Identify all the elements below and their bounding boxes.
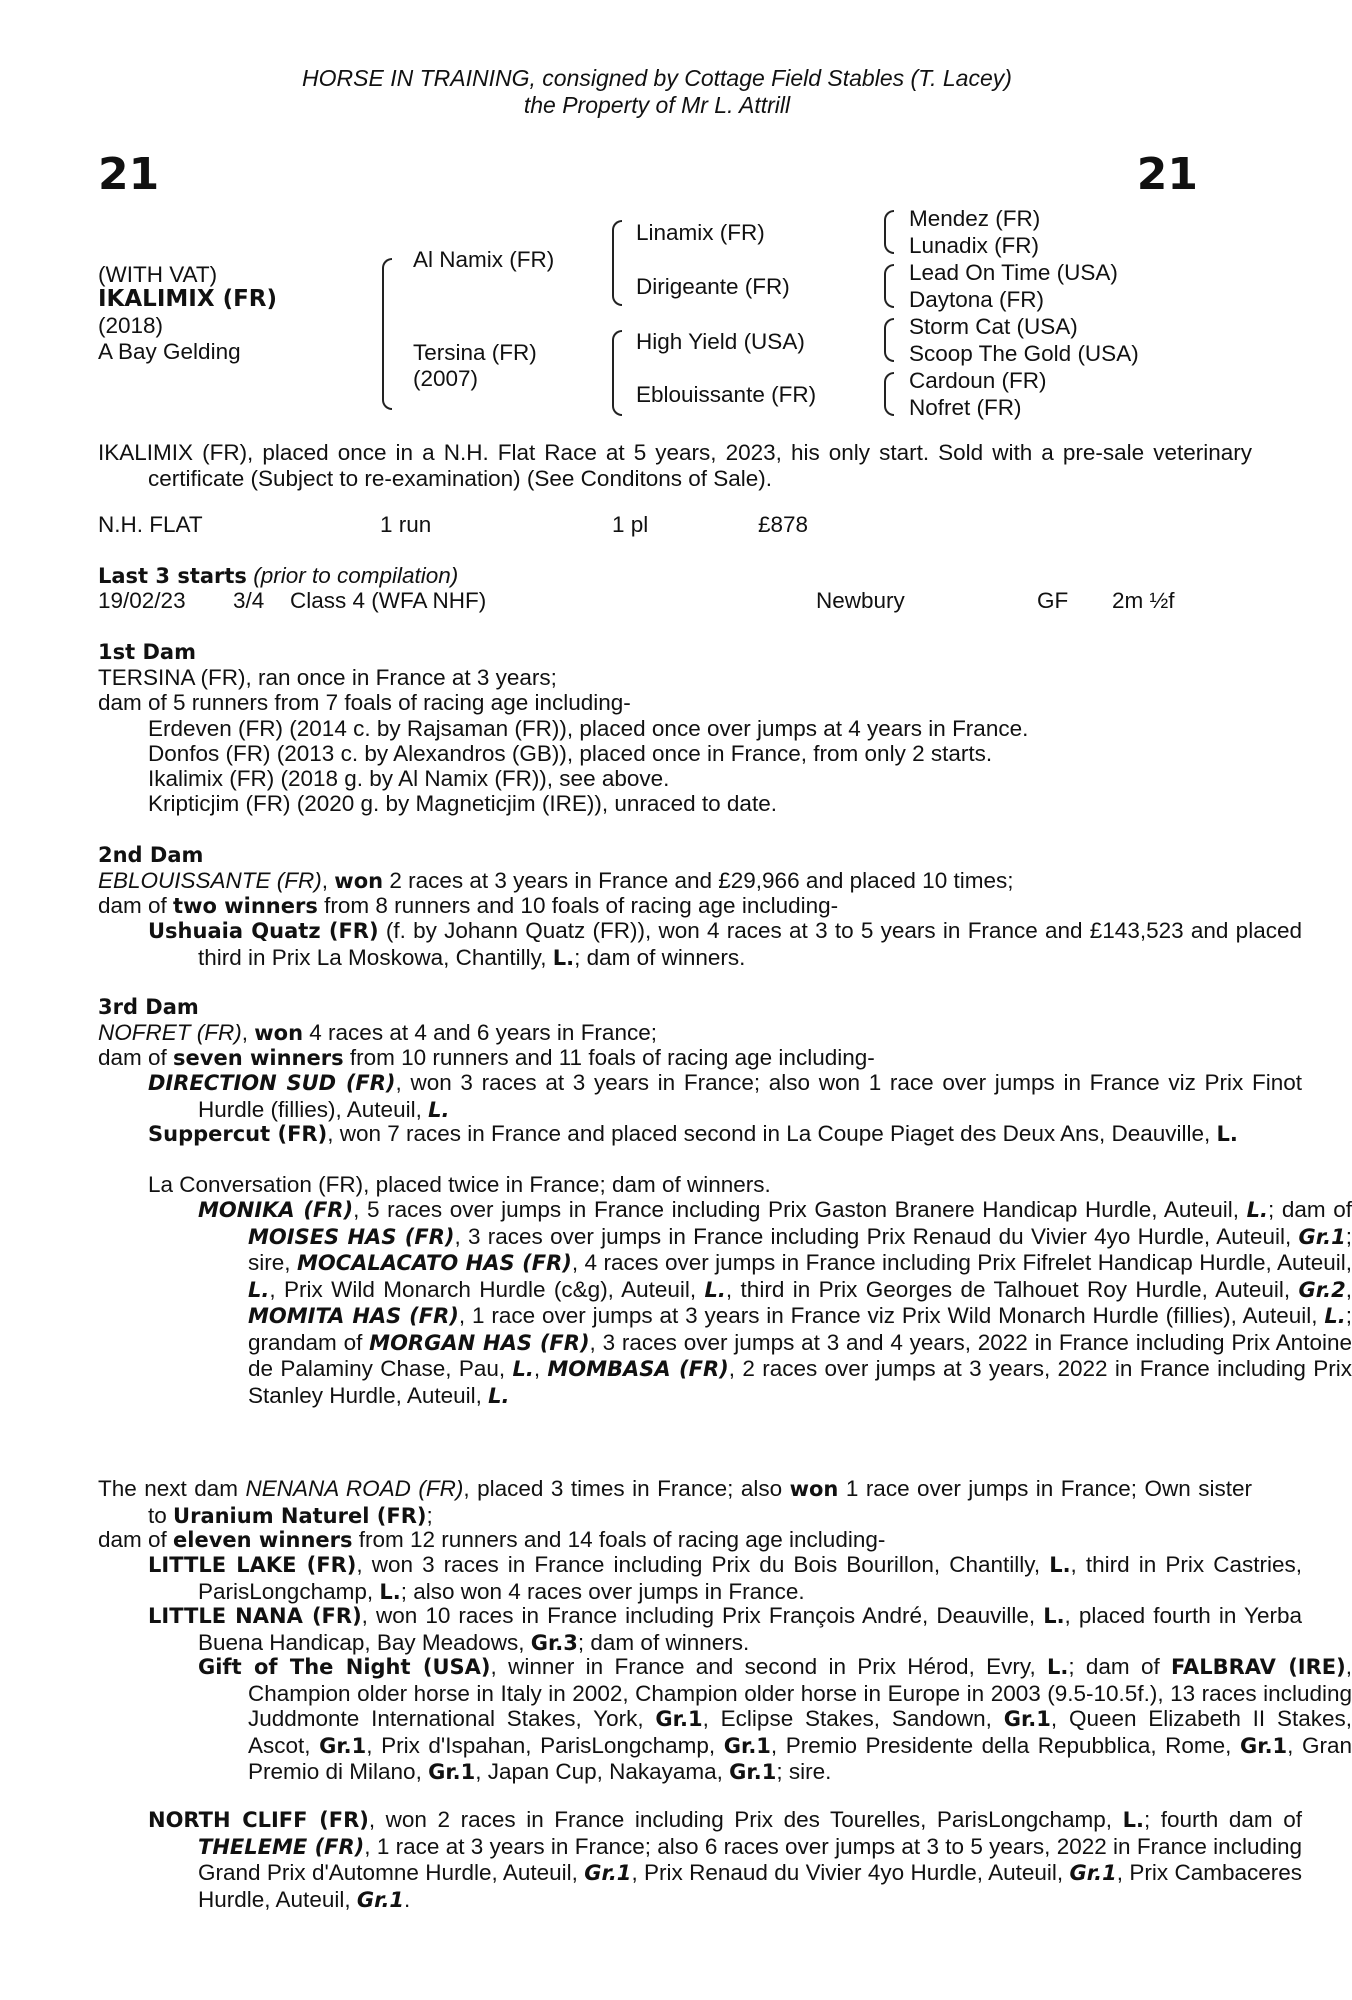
third-dam-progeny-suppercut: Suppercut (FR), won 7 races in France and placed second in La Coupe Piaget des Deux Ans, Deauville, L. <box>148 1121 1238 1146</box>
third-dam-dam-of <box>98 1045 875 1072</box>
pedigree-brace-sire <box>612 220 622 306</box>
next-dam-name: NENANA ROAD (FR) <box>245 1476 464 1501</box>
first-dam-progeny-1: Erdeven (FR) (2014 c. by Rajsaman (FR)), placed once over jumps at 4 years in France. <box>148 716 1029 741</box>
listed-mark: L. <box>552 945 575 970</box>
first-dam-title: 1st Dam <box>98 640 196 664</box>
pedigree-grandsire-1: Linamix (FR) <box>636 220 765 245</box>
runners-text: from 8 runners and 10 foals of racing age including- <box>317 893 839 918</box>
pedigree-granddam-2: Eblouissante (FR) <box>636 382 817 407</box>
next-dam-intro <box>98 1476 1252 1529</box>
horse-summary: IKALIMIX (FR), placed once in a N.H. Flat Race at 5 years, 2023, his only start. Sold with a pre-sale veterinary certificate (Subject to re-examination) (See Conditons of Sale). <box>98 440 1252 491</box>
next-dam-jumps: 1 race over jumps in France; Own sister to <box>148 1476 1253 1528</box>
start-race: Class 4 (WFA NHF) <box>290 588 487 613</box>
dam-of-text: dam of <box>98 893 174 918</box>
first-dam-progeny-2: Donfos (FR) (2013 c. by Alexandros (GB)), placed once in France, from only 2 starts. <box>148 741 993 766</box>
first-dam-progeny-4: Kripticjim (FR) (2020 g. by Magneticjim (IRE)), unraced to date. <box>148 791 777 816</box>
pedigree-ggp-3: Lead On Time (USA) <box>909 260 1118 285</box>
second-dam-progeny-1 <box>98 918 1302 971</box>
first-dam-intro: TERSINA (FR), ran once in France at 3 years; <box>98 665 557 690</box>
pedigree-dam-year: (2007) <box>413 366 479 391</box>
vat-label: (WITH VAT) <box>98 262 218 287</box>
progeny-text: (f. by Johann Quatz (FR)), won 4 races at 3 to 5 years in France and £143,523 and placed third in Prix La Moskowa, Chantilly, <box>198 918 1302 970</box>
lot-number-left: 21 <box>98 149 160 200</box>
progeny-name: Ushuaia Quatz (FR) <box>148 919 379 943</box>
pedigree-ggp-8: Nofret (FR) <box>909 395 1022 420</box>
pedigree-sire: Al Namix (FR) <box>413 247 555 272</box>
lot-number-right: 21 <box>1136 149 1198 200</box>
next-dam-sister: Uranium Naturel (FR) <box>173 1503 427 1528</box>
progeny-end: ; dam of winners. <box>574 944 746 970</box>
second-dam-dam-of <box>98 893 838 920</box>
pedigree-ggp-5: Storm Cat (USA) <box>909 314 1078 339</box>
pedigree-grandsire-2: High Yield (USA) <box>636 329 805 354</box>
start-date: 19/02/23 <box>98 588 186 613</box>
first-dam-dam-of: dam of 5 runners from 7 foals of racing age including- <box>98 690 631 715</box>
second-dam-intro: EBLOUISSANTE (FR), won 2 races at 3 years in France and £29,966 and placed 10 times; <box>98 868 1014 893</box>
horse-description: A Bay Gelding <box>98 339 241 364</box>
third-dam-intro: NOFRET (FR), won 4 races at 4 and 6 years in France; <box>98 1020 657 1045</box>
grand-progeny-monika: MONIKA (FR), 5 races over jumps in France including Prix Gaston Branere Handicap Hurdle, Auteuil, L.; dam of MOISES HAS (FR), 3 races over jumps in France including Prix Renaud du Vivier 4yo Hurdle, Auteuil, Gr.1; sire, MOCALACATO HAS (FR), 4 races over jumps in France including Prix Fifrelet Handicap Hurdle, Auteuil, L., Prix Wild Monarch Hurdle (c&g), Auteuil, L., third in Prix Georges de Talhouet Roy Hurdle, Auteuil, Gr.2, MOMITA HAS (FR), 1 race over jumps at 3 years in France viz Prix Wild Monarch Hurdle (fillies), Auteuil, L.; grandam of MORGAN HAS (FR), 3 races over jumps at 3 and 4 years, 2022 in France including Prix Antoine de Palaminy Chase, Pau, L., MOMBASA (FR), 2 races over jumps at 3 years, 2022 in France including Prix Stanley Hurdle, Auteuil, L. <box>198 1197 1352 1408</box>
second-dam-record: 2 races at 3 years in France and £29,966 and placed 10 times; <box>383 868 1014 893</box>
next-dam-won: won <box>789 1477 839 1501</box>
next-dam-end: ; <box>426 1502 433 1528</box>
first-dam-progeny-3: Ikalimix (FR) (2018 g. by Al Namix (FR)), see above. <box>148 766 670 791</box>
pedigree-brace-gg1 <box>884 210 894 254</box>
next-dam-lead: The next dam <box>98 1476 246 1501</box>
third-dam-record: 4 races at 4 and 6 years in France; <box>303 1020 657 1045</box>
pedigree-ggp-7: Cardoun (FR) <box>909 368 1047 393</box>
pedigree-brace-main <box>382 258 392 410</box>
start-going: GF <box>1037 588 1069 613</box>
start-course: Newbury <box>816 588 905 613</box>
winners-count: two winners <box>173 894 318 918</box>
third-dam-progeny-la-conversation: La Conversation (FR), placed twice in France; dam of winners. <box>148 1172 771 1197</box>
pedigree-dam: Tersina (FR) <box>413 340 537 365</box>
winners-count: eleven winners <box>173 1528 353 1552</box>
consignor-line: HORSE IN TRAINING, consigned by Cottage Field Stables (T. Lacey) <box>302 65 1012 91</box>
next-dam-progeny-little-nana: LITTLE NANA (FR), won 10 races in France including Prix François André, Deauville, L., placed fourth in Yerba Buena Handicap, Bay Meadows, Gr.3; dam of winners. <box>148 1603 1302 1655</box>
winners-count: seven winners <box>173 1046 344 1070</box>
pedigree-brace-gg3 <box>884 318 894 362</box>
pedigree-ggp-1: Mendez (FR) <box>909 206 1041 231</box>
second-dam-won: won <box>334 869 384 893</box>
next-dam-record: , placed 3 times in France; also <box>463 1476 790 1501</box>
pedigree-brace-dam <box>612 330 622 416</box>
record-runs: 1 run <box>380 512 432 537</box>
last-starts-title: Last 3 starts <box>98 564 247 588</box>
record-earnings: £878 <box>758 512 809 537</box>
last-starts-note: (prior to compilation) <box>253 563 459 588</box>
next-dam-dam-of <box>98 1527 885 1554</box>
runners-text: from 10 runners and 11 foals of racing age including- <box>343 1045 875 1070</box>
pedigree-brace-gg4 <box>884 372 894 416</box>
next-dam-progeny-little-lake: LITTLE LAKE (FR), won 3 races in France including Prix du Bois Bourillon, Chantilly, L., third in Prix Castries, ParisLongchamp, L.; also won 4 races over jumps in France. <box>148 1552 1302 1604</box>
owner-line: the Property of Mr L. Attrill <box>523 92 791 118</box>
next-dam-progeny-north-cliff: NORTH CLIFF (FR), won 2 races in France including Prix des Tourelles, ParisLongchamp, L.; fourth dam of THELEME (FR), 1 race at 3 years in France; also 6 races over jumps at 3 to 5 years, 2022 in France including Grand Prix d'Automne Hurdle, Auteuil, Gr.1, Prix Renaud du Vivier 4yo Hurdle, Auteuil, Gr.1, Prix Cambaceres Hurdle, Auteuil, Gr.1. <box>148 1807 1302 1912</box>
last-starts-heading <box>98 563 458 590</box>
third-dam-progeny-direction-sud: DIRECTION SUD (FR), won 3 races at 3 years in France; also won 1 race over jumps in France viz Prix Finot Hurdle (fillies), Auteuil, L. <box>148 1070 1302 1122</box>
dam-of-text: dam of <box>98 1527 174 1552</box>
start-position: 3/4 <box>233 588 265 613</box>
second-dam-title: 2nd Dam <box>98 843 204 867</box>
runners-text: from 12 runners and 14 foals of racing age including- <box>352 1527 886 1552</box>
pedigree-granddam-1: Dirigeante (FR) <box>636 274 790 299</box>
third-dam-name: NOFRET (FR) <box>98 1020 242 1045</box>
start-distance: 2m ½f <box>1112 588 1175 613</box>
record-type: N.H. FLAT <box>98 512 203 537</box>
grand-progeny-gift-of-the-night: Gift of The Night (USA), winner in France and second in Prix Hérod, Evry, L.; dam of FALBRAV (IRE), Champion older horse in Italy in 2002, Champion older horse in Europe in 2003 (9.5-10.5f.), 13 races including Juddmonte International Stakes, York, Gr.1, Eclipse Stakes, Sandown, Gr.1, Queen Elizabeth II Stakes, Ascot, Gr.1, Prix d'Ispahan, ParisLongchamp, Gr.1, Premio Presidente della Repubblica, Rome, Gr.1, Gran Premio di Milano, Gr.1, Japan Cup, Nakayama, Gr.1; sire. <box>198 1654 1352 1784</box>
pedigree-brace-gg2 <box>884 264 894 308</box>
pedigree-ggp-4: Daytona (FR) <box>909 287 1045 312</box>
pedigree-ggp-6: Scoop The Gold (USA) <box>909 341 1139 366</box>
dam-of-text: dam of <box>98 1045 174 1070</box>
pedigree-ggp-2: Lunadix (FR) <box>909 233 1040 258</box>
second-dam-name: EBLOUISSANTE (FR) <box>98 868 322 893</box>
third-dam-won: won <box>254 1021 304 1045</box>
horse-name: IKALIMIX (FR) <box>98 286 278 312</box>
horse-year: (2018) <box>98 313 164 338</box>
third-dam-title: 3rd Dam <box>98 995 199 1019</box>
record-placed: 1 pl <box>612 512 649 537</box>
